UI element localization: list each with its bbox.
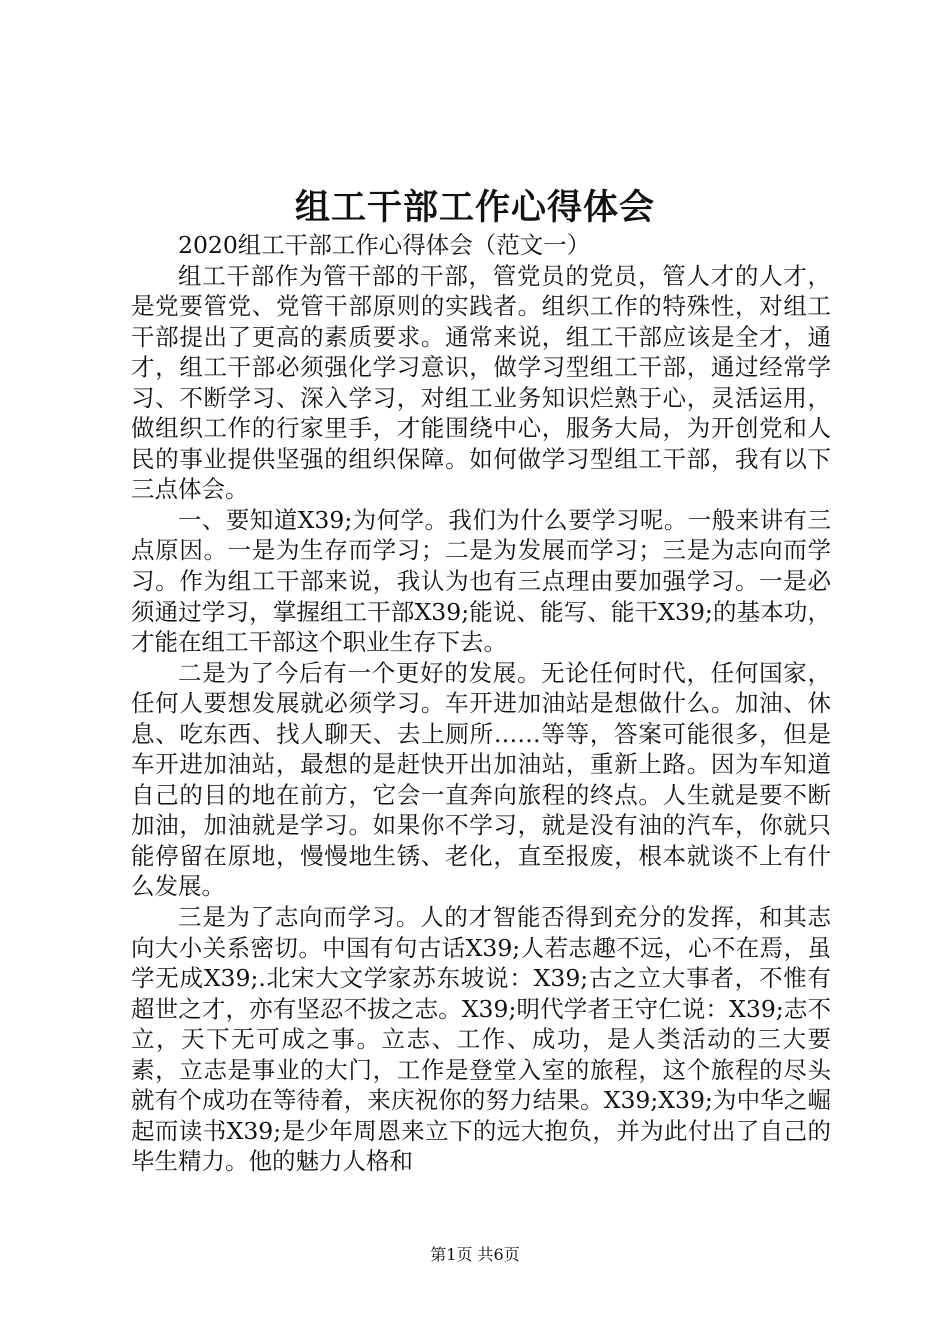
paragraph-why-learn: 一、要知道X39;为何学。我们为什么要学习呢。一般来讲有三点原因。一是为生存而学习；二是为发展而学习；三是为志向而学习。作为组工干部来说，我认为也有三点理由要加强学习。一是必须通过学习，掌握组工干部X39;能说、能写、能干X39;的基本功，才能在组工干部这个职业生存下去。 [131,505,831,657]
paragraph-ambition: 三是为了志向而学习。人的才智能否得到充分的发挥，和其志向大小关系密切。中国有句古话X39;人若志趣不远，心不在焉，虽学无成X39;.北宋大文学家苏东坡说：X39;古之立大事者，不惟有超世之才，亦有坚忍不拔之志。X39;明代学者王守仁说：X39;志不立，天下无可成之事。立志、工作、成功，是人类活动的三大要素，立志是事业的大门，工作是登堂入室的旅程，这个旅程的尽头就有个成功在等待着，来庆祝你的努力结果。X39;X39;为中华之崛起而读书X39;是少年周恩来立下的远大抱负，并为此付出了自己的毕生精力。他的魅力人格和 [131,903,831,1176]
paragraph-intro: 组工干部作为管干部的干部，管党员的党员，管人才的人才，是党要管党、党管干部原则的实践者。组织工作的特殊性，对组工干部提出了更高的素质要求。通常来说，组工干部应该是全才，通才，组工干部必须强化学习意识，做学习型组工干部，通过经常学习、不断学习、深入学习，对组工业务知识烂熟于心，灵活运用，做组织工作的行家里手，才能围绕中心，服务大局，为开创党和人民的事业提供坚强的组织保障。如何做学习型组工干部，我有以下三点体会。 [131,261,831,504]
paragraph-development: 二是为了今后有一个更好的发展。无论任何时代，任何国家，任何人要想发展就必须学习。车开进加油站是想做什么。加油、休息、吃东西、找人聊天、去上厕所……等等，答案可能很多，但是车开进加油站，最想的是赶快开出加油站，重新上路。因为车知道自己的目的地在前方，它会一直奔向旅程的终点。人生就是要不断加油，加油就是学习。如果你不学习，就是没有油的汽车，你就只能停留在原地，慢慢地生锈、老化，直至报废，根本就谈不上有什么发展。 [131,658,831,901]
page-footer: 第1页 共6页 [430,1245,520,1264]
document-title: 组工干部工作心得体会 [294,187,655,228]
paragraph-subtitle: 2020组工干部工作心得体会（范文一） [178,231,591,259]
document-body [131,230,831,1177]
